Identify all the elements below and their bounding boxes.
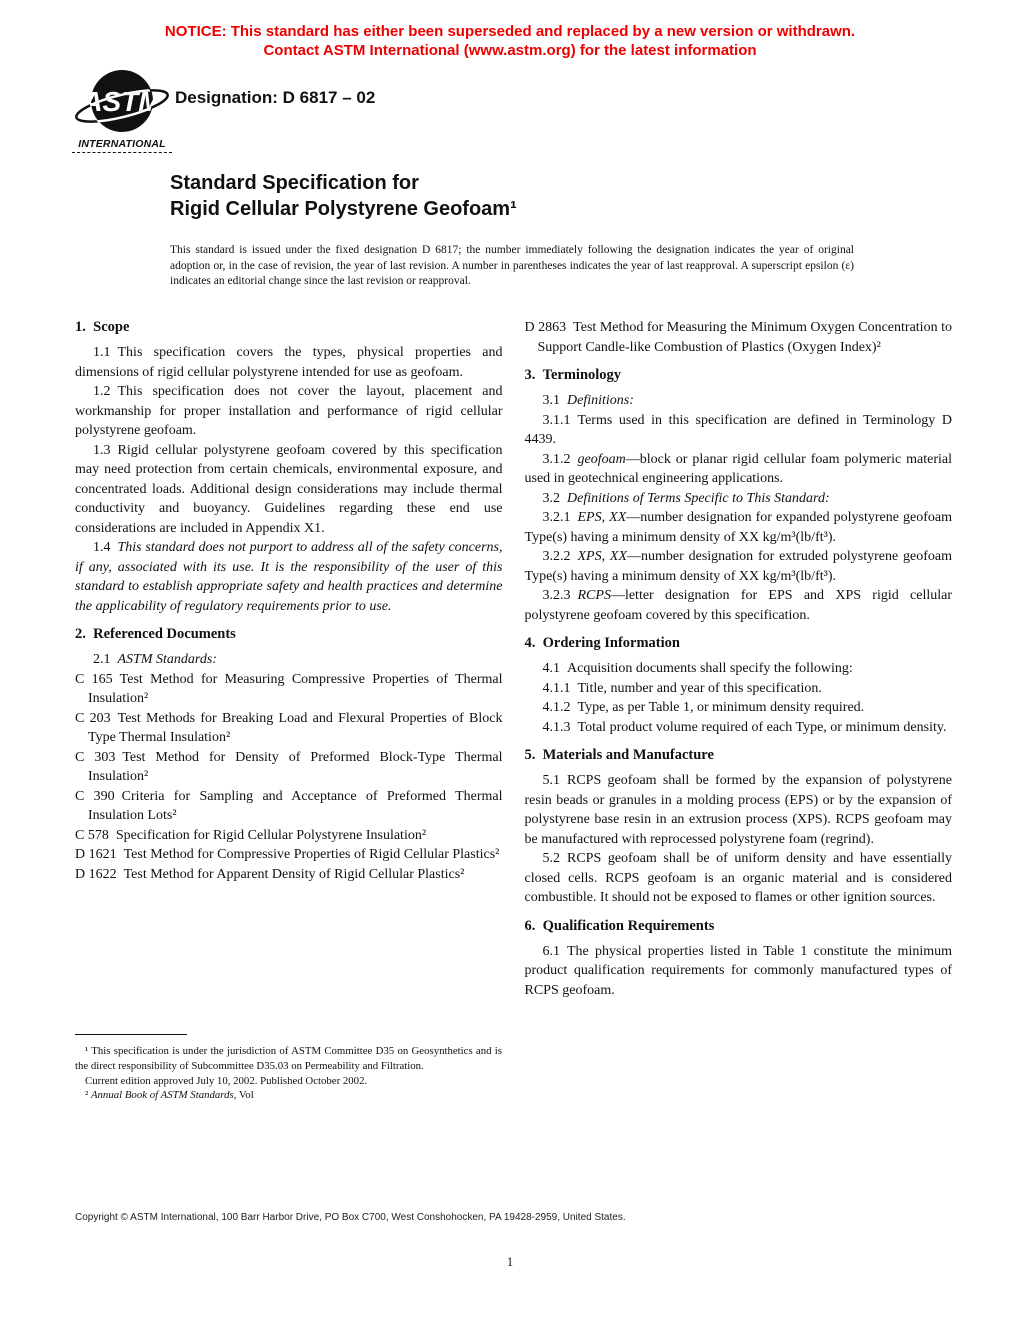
- section-heading-scope: 1. Scope: [75, 319, 130, 335]
- section-heading-materials-and-manufacture: 5. Materials and Manufacture: [524, 747, 714, 763]
- paragraph-3-1: 3.1 Definitions:: [542, 393, 634, 408]
- section-heading-terminology: 3. Terminology: [524, 367, 622, 383]
- paragraph-2-1: 2.1 ASTM Standards:: [93, 652, 217, 667]
- paragraph-6-1: 6.1 The physical properties listed in Table 1 constitute the minimum product qualification requirements for commonly manufactured types of RCPS geofoam.: [524, 943, 952, 998]
- body-columns: [75, 318, 952, 1000]
- paragraph-4-1-2: 4.1.2 Type, as per Table 1, or minimum density required.: [542, 700, 865, 715]
- footnote-current-edition: Current edition approved July 10, 2002. Published October 2002.: [85, 1074, 368, 1087]
- paragraph-4-1-3: 4.1.3 Total product volume required of each Type, or minimum density.: [542, 719, 947, 735]
- paragraph-1-1: 1.1 This specification covers the types, physical properties and dimensions of rigid cellular polystyrene intended for use as geofoam.: [75, 345, 503, 380]
- supersession-notice: [0, 22, 1020, 60]
- reference-item-c203: C 203 Test Methods for Breaking Load and Flexural Properties of Block Type Thermal Insulation²: [75, 710, 503, 745]
- reference-item-c578: C 578 Specification for Rigid Cellular Polystyrene Insulation²: [75, 827, 427, 843]
- footnote-1: ¹ This specification is under the jurisdiction of ASTM Committee D35 on Geosynthetics and is the direct responsibility of Subcommittee D35.03 on Permeability and Filtration.: [75, 1045, 502, 1072]
- reference-item-d1622: D 1622 Test Method for Apparent Density of Rigid Cellular Plastics²: [75, 866, 465, 882]
- column-right: [525, 318, 953, 1000]
- issued-note: This standard is issued under the fixed designation D 6817; the number immediately following the designation indicates the year of original adoption or, in the case of revision, the year of last revision. A number in parentheses indicates the year of last reapproval. A superscript epsilon (ε) indicates an editorial change since the last revision or reapproval.: [170, 244, 854, 287]
- paragraph-5-2: 5.2 RCPS geofoam shall be of uniform density and have essentially closed cells. RCPS geofoam is an organic material and is considered combustible. It should not be exposed to flames or other ignition sources.: [524, 851, 952, 905]
- reference-item-c390: C 390 Criteria for Sampling and Acceptance of Preformed Thermal Insulation Lots²: [75, 788, 503, 823]
- footnote-block: [75, 1034, 502, 1103]
- column-left: [75, 318, 503, 1000]
- title-line-2: Rigid Cellular Polystyrene Geofoam¹: [170, 198, 517, 220]
- paragraph-3-2: 3.2 Definitions of Terms Specific to This Standard:: [542, 490, 830, 506]
- astm-international-label: INTERNATIONAL: [72, 138, 172, 153]
- page-title: [170, 170, 517, 222]
- title-line-1: Standard Specification for: [170, 172, 419, 194]
- section-heading-ordering-information: 4. Ordering Information: [524, 635, 680, 651]
- copyright-line: Copyright © ASTM International, 100 Barr Harbor Drive, PO Box C700, West Conshohocken, PA 19428-2959, United States.: [75, 1212, 626, 1223]
- paragraph-1-3: 1.3 Rigid cellular polystyrene geofoam covered by this specification may need protection from certain chemicals, environmental exposure, and concentrated loads. Additional design considerations may include thermal conductivity and buoyancy. Guidelines regarding these end use considerations are included in Appendix X1.: [75, 442, 503, 536]
- paragraph-3-2-2: 3.2.2 XPS, XX—number designation for extruded polystyrene geofoam Type(s) having a minimum density of XX kg/m³(lb/ft³).: [524, 549, 952, 584]
- svg-text:ASTM: ASTM: [82, 86, 162, 117]
- paragraph-1-4: 1.4 This standard does not purport to address all of the safety concerns, if any, associated with its use. It is the responsibility of the user of this standard to establish appropriate safety and health practices and determine the applicability of regulatory requirements prior to use.: [75, 540, 503, 614]
- paragraph-4-1-1: 4.1.1 Title, number and year of this specification.: [542, 680, 822, 696]
- page-number: 1: [506, 1255, 514, 1269]
- paragraph-3-2-3: 3.2.3 RCPS—letter designation for EPS and XPS rigid cellular polystyrene geofoam covered by this specification.: [524, 588, 952, 623]
- footnote-2: ² Annual Book of ASTM Standards, Vol: [85, 1089, 254, 1102]
- reference-item-d1621: D 1621 Test Method for Compressive Properties of Rigid Cellular Plastics²: [75, 847, 500, 862]
- paragraph-3-1-1: 3.1.1 Terms used in this specification are defined in Terminology D 4439.: [524, 412, 952, 447]
- paragraph-4-1: 4.1 Acquisition documents shall specify the following:: [542, 661, 853, 676]
- paragraph-3-1-2: 3.1.2 geofoam—block or planar rigid cellular foam polymeric material used in geotechnical engineering applications.: [524, 451, 952, 486]
- reference-item-c303: C 303 Test Method for Density of Preformed Block-Type Thermal Insulation²: [75, 749, 503, 784]
- section-heading-referenced-documents: 2. Referenced Documents: [75, 626, 236, 642]
- astm-logo: [72, 68, 172, 153]
- designation-text: Designation: D 6817 – 02: [175, 88, 376, 107]
- astm-globe-icon: [72, 68, 172, 140]
- paragraph-1-2: 1.2 This specification does not cover the layout, placement and workmanship for proper installation and performance of rigid cellular polystyrene geofoam.: [75, 384, 503, 438]
- reference-item-c165: C 165 Test Method for Measuring Compressive Properties of Thermal Insulation²: [75, 671, 503, 706]
- footnote-rule: [75, 1034, 187, 1035]
- paragraph-3-2-1: 3.2.1 EPS, XX—number designation for expanded polystyrene geofoam Type(s) having a minimum density of XX kg/m³(lb/ft³).: [524, 510, 952, 545]
- notice-line-1: NOTICE: This standard has either been superseded and replaced by a new version or withdrawn.: [164, 23, 856, 40]
- notice-line-2: Contact ASTM International (www.astm.org) for the latest information: [263, 42, 757, 59]
- paragraph-5-1: 5.1 RCPS geofoam shall be formed by the expansion of polystyrene resin beads or granules in a molding process (EPS) or by the expansion of polystyrene base resin in an extrusion process (XPS). RCPS geofoam may be manufactured with reprocessed polystyrene foam (regrind).: [524, 773, 952, 847]
- section-heading-qualification-requirements: 6. Qualification Requirements: [524, 917, 715, 934]
- reference-item-d2863: D 2863 Test Method for Measuring the Minimum Oxygen Concentration to Support Candle-like Combustion of Plastics (Oxygen Index)²: [524, 320, 952, 355]
